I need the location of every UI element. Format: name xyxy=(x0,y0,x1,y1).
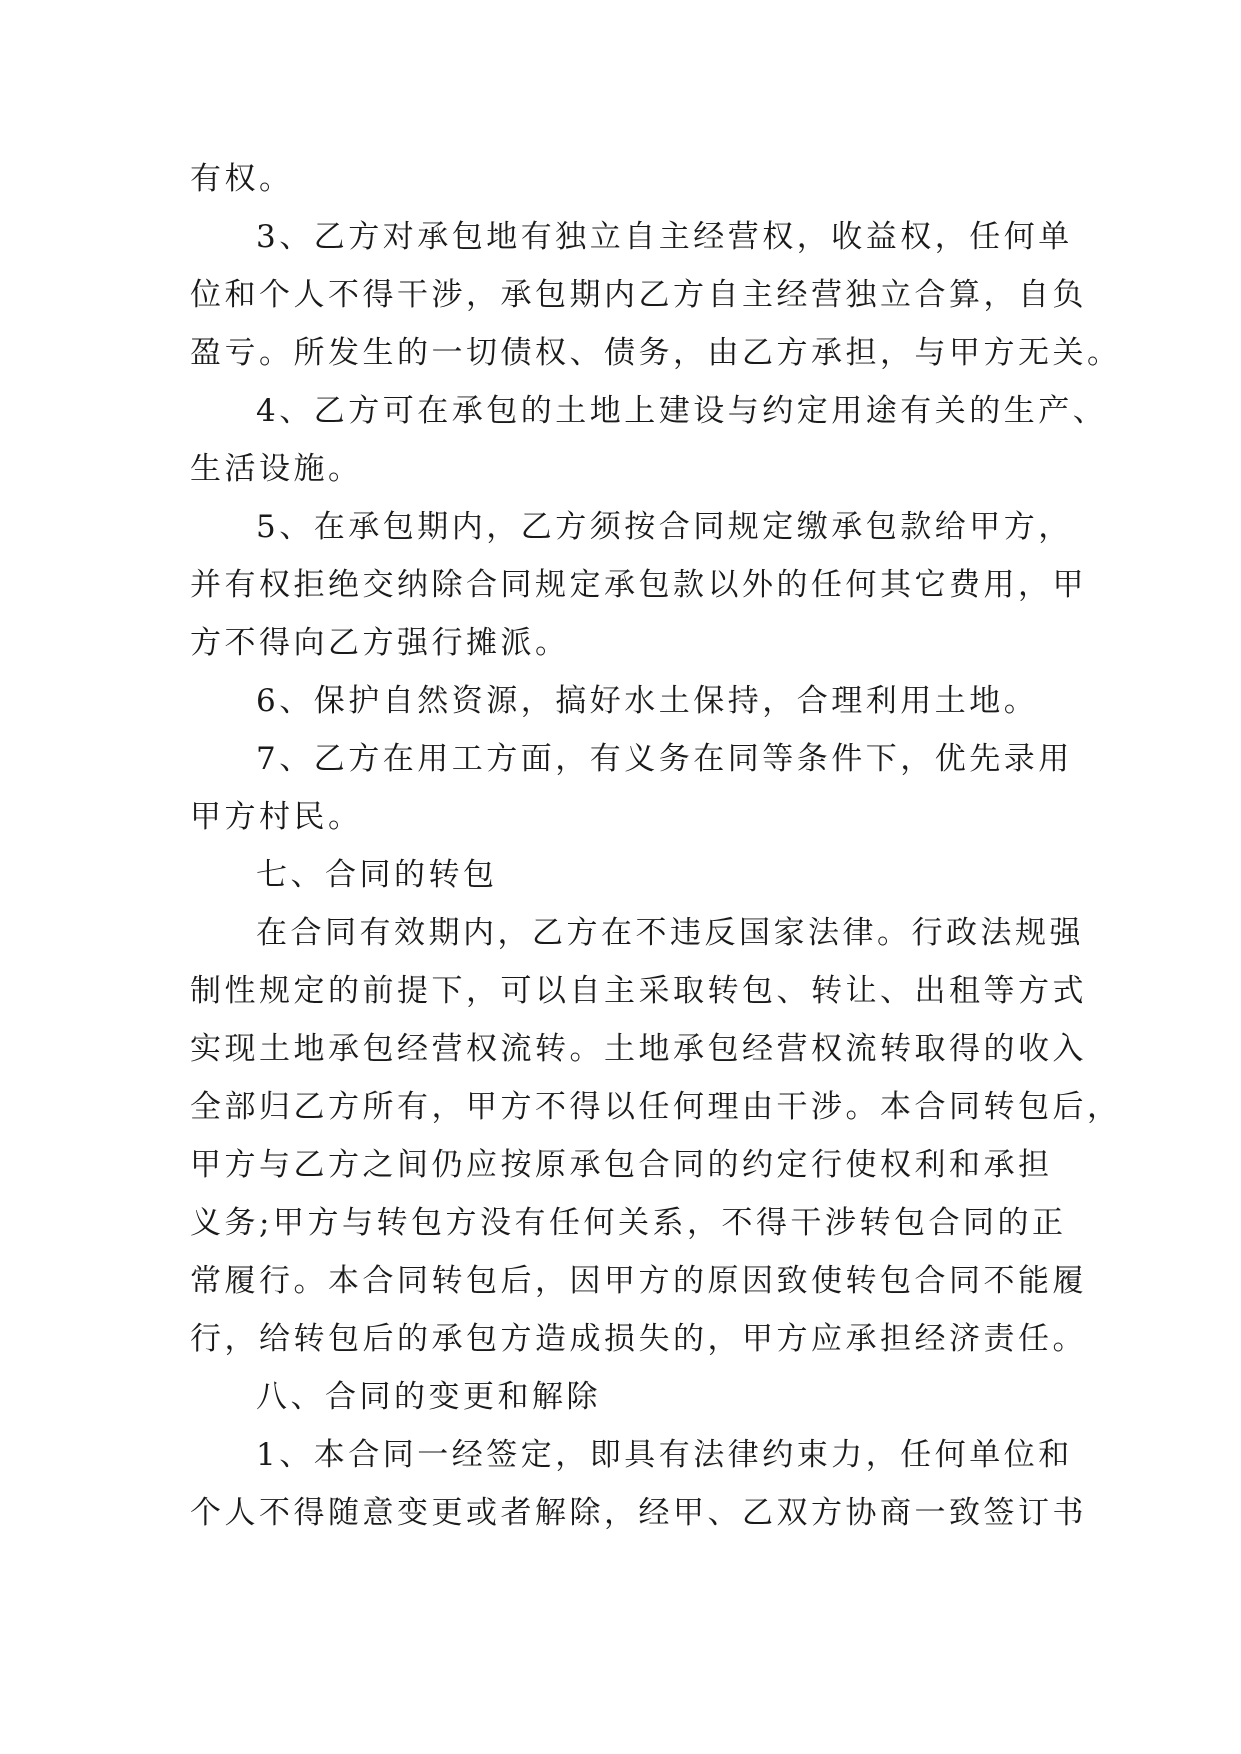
text-line: 在合同有效期内，乙方在不违反国家法律。行政法规强 xyxy=(256,915,1084,951)
text-line: 全部归乙方所有，甲方不得以任何理由干涉。本合同转包后， xyxy=(190,1089,1122,1125)
text-line: 制性规定的前提下，可以自主采取转包、转让、出租等方式 xyxy=(190,973,1087,1009)
text-line: 甲方村民。 xyxy=(190,799,363,835)
text-line: 生活设施。 xyxy=(190,451,363,487)
text-line: 个人不得随意变更或者解除，经甲、乙双方协商一致签订书 xyxy=(190,1495,1087,1531)
text-line: 甲方与乙方之间仍应按原承包合同的约定行使权利和承担 xyxy=(190,1147,1053,1183)
text-line: 盈亏。所发生的一切债权、债务，由乙方承担，与甲方无关。 xyxy=(190,335,1122,371)
text-line: 方不得向乙方强行摊派。 xyxy=(190,625,570,661)
text-line: 3、乙方对承包地有独立自主经营权，收益权，任何单 xyxy=(256,219,1073,255)
section-heading: 七、合同的转包 xyxy=(256,857,498,893)
section-heading: 八、合同的变更和解除 xyxy=(256,1379,601,1415)
text-line: 1、本合同一经签定，即具有法律约束力，任何单位和 xyxy=(256,1437,1073,1473)
text-line: 4、乙方可在承包的土地上建设与约定用途有关的生产、 xyxy=(256,393,1108,429)
text-line: 7、乙方在用工方面，有义务在同等条件下，优先录用 xyxy=(256,741,1073,777)
text-line: 并有权拒绝交纳除合同规定承包款以外的任何其它费用，甲 xyxy=(190,567,1087,603)
text-line: 5、在承包期内，乙方须按合同规定缴承包款给甲方， xyxy=(256,509,1073,545)
text-line: 有权。 xyxy=(190,161,294,197)
text-line: 6、保护自然资源，搞好水土保持，合理利用土地。 xyxy=(256,683,1039,719)
text-line: 义务;甲方与转包方没有任何关系，不得干涉转包合同的正 xyxy=(190,1205,1067,1241)
text-line: 常履行。本合同转包后，因甲方的原因致使转包合同不能履 xyxy=(190,1263,1087,1299)
text-line: 位和个人不得干涉，承包期内乙方自主经营独立合算，自负 xyxy=(190,277,1087,313)
document-body xyxy=(190,150,1122,1542)
text-line: 实现土地承包经营权流转。土地承包经营权流转取得的收入 xyxy=(190,1031,1087,1067)
text-line: 行，给转包后的承包方造成损失的，甲方应承担经济责任。 xyxy=(190,1321,1087,1357)
